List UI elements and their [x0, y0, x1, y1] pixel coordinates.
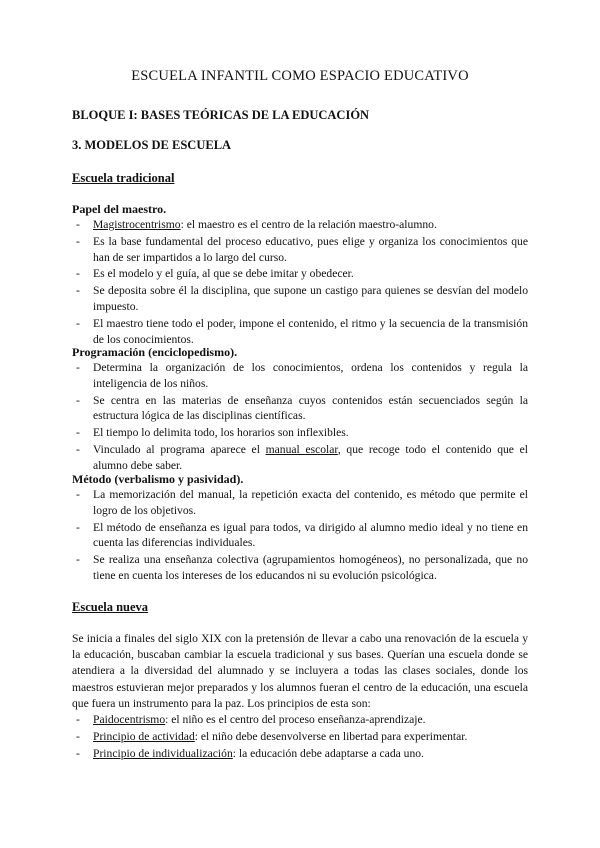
list-item [72, 360, 528, 391]
list-item [72, 712, 528, 728]
term-paidocentrismo: Paidocentrismo [93, 713, 166, 726]
item-text: Determina la organización de los conocimientos, ordena los contenidos y regula la inteligencia de los niños. [93, 361, 528, 390]
papel-maestro-list [72, 217, 528, 349]
metodo-list [72, 487, 528, 585]
item-text: El tiempo lo delimita todo, los horarios son inflexibles. [93, 426, 349, 440]
item-text: El método de enseñanza es igual para todos, va dirigido al alumno medio ideal y no tiene en cuenta las diferencias individuales. [93, 520, 528, 550]
list-item [72, 442, 528, 473]
list-item [72, 729, 528, 745]
item-text: La memorización del manual, la repetición exacta del contenido, es método que permite el logro de los objetivos. [93, 488, 528, 517]
programacion-heading: Programación (enciclopedismo). [72, 345, 238, 359]
escuela-nueva-paragraph: Se inicia a finales del siglo XIX con la pretensión de llevar a cabo una renovación de la escuela y la educación, buscaban cambiar la escuela tradicional y sus bases. Querían una escuela donde se atendiera a la diversidad del alumnado y se incluyera a todas las clases sociales, donde los maestros estuvieran mejor preparados y los alumnos fueran el centro de la educación, una escuela que fuera un instrumento para la paz. Los principios de esta son: [72, 632, 528, 710]
bloque-heading: BLOQUE I: BASES TEÓRICAS DE LA EDUCACIÓN [72, 108, 370, 122]
item-text: : el niño debe desenvolverse en libertad para experimentar. [194, 729, 468, 743]
list-item [72, 217, 528, 233]
list-item [72, 316, 528, 347]
term-principio-actividad: Principio de actividad [93, 729, 195, 743]
list-item [72, 487, 528, 518]
term-magistrocentrismo: Magistrocentrismo [93, 218, 181, 231]
item-text: , que recoge todo el contenido que el alumno debe saber. [93, 443, 529, 472]
item-text: Se realiza una enseñanza colectiva (agrupamientos homogéneos), no personalizada, que no tiene en cuenta los intereses de los educandos ni su evolución psicológica. [93, 553, 528, 582]
item-text: Se centra en las materias de enseñanza cuyos contenidos están secuenciados según la estructura lógica de las disciplinas científicas. [93, 393, 528, 423]
list-item [72, 425, 528, 441]
list-item [72, 234, 528, 265]
papel-maestro-heading: Papel del maestro. [72, 202, 167, 216]
item-text: Es el modelo y el guía, al que se debe imitar y obedecer. [93, 267, 354, 281]
escuela-nueva-heading: Escuela nueva [72, 600, 149, 614]
list-item [72, 393, 528, 424]
principios-list [72, 712, 528, 763]
item-text: Vinculado al programa aparece el [93, 443, 266, 457]
list-item [72, 520, 528, 551]
programacion-list [72, 360, 528, 475]
list-item [72, 552, 528, 583]
item-text: Es la base fundamental del proceso educativo, pues elige y organiza los conocimientos que han de ser impartidos a lo largo del curso. [93, 234, 528, 264]
list-item [72, 266, 528, 282]
item-text: El maestro tiene todo el poder, impone el contenido, el ritmo y la secuencia de la transmisión de los conocimientos. [93, 316, 528, 346]
document-title: ESCUELA INFANTIL COMO ESPACIO EDUCATIVO [131, 68, 469, 84]
item-text: : el maestro es el centro de la relación maestro-alumno. [180, 218, 437, 231]
item-text: Se deposita sobre él la disciplina, que supone un castigo para quienes se desvían del modelo impuesto. [93, 284, 528, 314]
list-item [72, 746, 528, 762]
section-heading: 3. MODELOS DE ESCUELA [72, 138, 232, 152]
term-manual-escolar: manual escolar [265, 443, 338, 457]
list-item [72, 283, 528, 314]
item-text: : el niño es el centro del proceso enseñanza-aprendizaje. [165, 713, 426, 726]
metodo-heading: Método (verbalismo y pasividad). [72, 472, 244, 486]
term-principio-individualizacion: Principio de individualización [93, 746, 233, 760]
escuela-tradicional-heading: Escuela tradicional [72, 171, 175, 185]
item-text: : la educación debe adaptarse a cada uno. [232, 746, 424, 760]
